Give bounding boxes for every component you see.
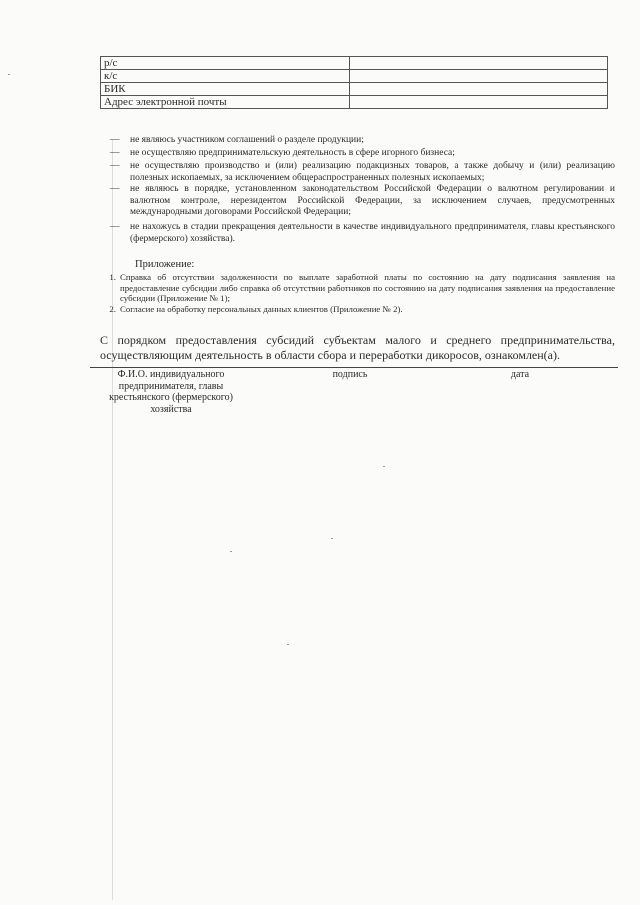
bank-details-table (100, 56, 608, 109)
consent-statement: С порядком предоставления субсидий субъектам малого и среднего предпринимательства, осуществляющим деятельность в области сбора и переработки дикоросов, ознакомлен(а). (100, 333, 615, 362)
scan-speck (383, 466, 385, 467)
declaration-item: — не осуществляю предпринимательскую деятельность в сфере игорного бизнеса; (110, 148, 615, 160)
bank-field-label: р/с (101, 57, 350, 70)
bank-field-label: к/с (101, 70, 350, 83)
declaration-text: не нахожусь в стадии прекращения деятельности в качестве индивидуального предпринимателя, главы крестьянского (фермерского) хозяйства). (130, 222, 615, 244)
bank-field-value (350, 57, 608, 70)
bank-field-value (350, 83, 608, 96)
declaration-text: не осуществляю производство и (или) реализацию подакцизных товаров, а также добычу и (или) реализацию полезных ископаемых, за исключением общераспространенных полезных ископаемых; (130, 161, 615, 183)
scan-speck (287, 644, 289, 645)
attachments-title: Приложение: (135, 259, 195, 270)
bank-field-label: БИК (101, 83, 350, 96)
declaration-item: — не осуществляю производство и (или) реализацию подакцизных товаров, а также добычу и (или) реализацию полезных ископаемых, за исключением общераспространенных полезных ископаемых; (110, 161, 615, 183)
declaration-item: — не являюсь участником соглашений о разделе продукции; (110, 135, 615, 147)
declaration-text: не являюсь в порядке, установленном законодательством Российской Федерации о валютном регулировании и валютном контроле, нерезидентом Российской Федерации, за исключением случаев, предусмотренных международными договорами Российской Федерации; (130, 184, 615, 218)
date-label: дата (510, 369, 530, 380)
table-row (101, 83, 608, 96)
scan-speck (8, 74, 10, 75)
attachment-item (100, 304, 615, 315)
signature-line (90, 367, 618, 368)
table-row (101, 57, 608, 70)
fio-label: Ф.И.О. индивидуального предпринимателя, главы крестьянского (фермерского) хозяйства (109, 369, 233, 415)
declaration-text: не являюсь участником соглашений о разделе продукции; (130, 135, 364, 145)
attachment-number: 2. (109, 304, 116, 314)
attachment-text: Справка об отсутствии задолженности по выплате заработной платы по состоянию на дату подписания заявления на предоставление субсидии либо справка об отсутствии работников по состоянию на дату подписания заявления на предоставление субсидии (Приложение № 1); (120, 272, 615, 303)
attachment-text: Согласие на обработку персональных данных клиентов (Приложение № 2). (120, 304, 403, 314)
table-row (101, 96, 608, 109)
attachment-item (100, 272, 615, 304)
bank-field-label: Адрес электронной почты (101, 96, 350, 109)
table-row (101, 70, 608, 83)
bank-field-value (350, 70, 608, 83)
declaration-item: — не являюсь в порядке, установленном законодательством Российской Федерации о валютном регулировании и валютном контроле, нерезидентом Российской Федерации, за исключением случаев, предусмотренных международными договорами Российской Федерации; (110, 184, 615, 218)
declaration-item: — не нахожусь в стадии прекращения деятельности в качестве индивидуального предпринимателя, главы крестьянского (фермерского) хозяйства). (110, 222, 615, 244)
scan-margin-line (112, 140, 113, 900)
scan-speck (331, 538, 333, 539)
declaration-text: не осуществляю предпринимательскую деятельность в сфере игорного бизнеса; (130, 148, 455, 158)
signature-label: подпись (332, 369, 368, 380)
bank-field-value (350, 96, 608, 109)
scan-speck (230, 551, 232, 552)
attachment-number: 1. (109, 272, 116, 282)
